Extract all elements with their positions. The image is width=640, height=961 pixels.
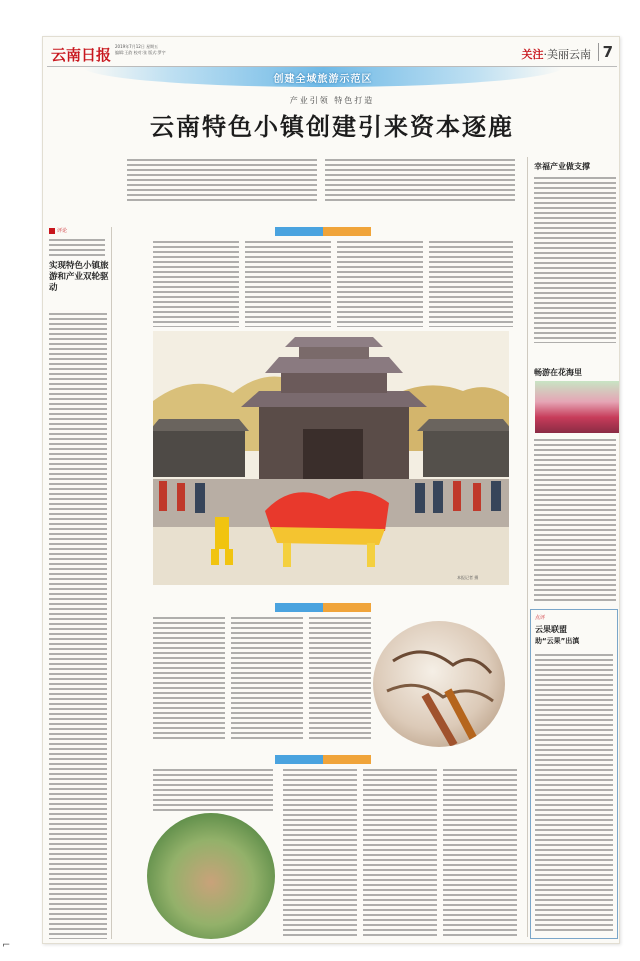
subhead-1 xyxy=(275,227,371,236)
section-label xyxy=(522,46,592,62)
masthead-date: 2019年7月12日 星期五 xyxy=(115,44,159,49)
subhead-1-left xyxy=(275,227,323,236)
subhead-3-right xyxy=(323,755,371,764)
corner-mark: ⌐ xyxy=(2,940,11,951)
body-col-8 xyxy=(153,769,273,811)
subhead-2-left xyxy=(275,603,323,612)
flower-sea-photo xyxy=(535,381,619,433)
left-intro xyxy=(49,239,105,257)
embroidery-photo xyxy=(373,621,505,747)
right-section2-text xyxy=(534,439,616,603)
body-col-6 xyxy=(231,617,303,741)
box-title-1: 云果联盟 xyxy=(535,625,567,634)
theme-banner xyxy=(83,67,563,87)
lead-paragraph-right xyxy=(325,159,515,201)
left-tag xyxy=(49,227,67,234)
article-kicker: 产业引领 特色打造 xyxy=(289,96,375,105)
newspaper-page xyxy=(42,36,620,944)
section-prefix: 关注 xyxy=(521,48,544,61)
masthead-info xyxy=(115,44,205,56)
column-rule xyxy=(111,227,112,939)
body-col-3 xyxy=(337,241,423,327)
article-headline: 云南特色小镇创建引来资本逐鹿 xyxy=(150,112,514,141)
village-aerial-photo xyxy=(147,813,275,939)
box-text xyxy=(535,654,613,934)
body-col-10 xyxy=(363,769,437,939)
embroidery-illustration xyxy=(373,621,505,747)
lead-paragraph-left xyxy=(127,159,317,201)
left-column-title: 实现特色小镇旅游和产业双轮驱动 xyxy=(49,261,109,293)
page-number: 7 xyxy=(598,43,613,61)
body-col-5 xyxy=(153,617,225,741)
body-col-2 xyxy=(245,241,331,327)
subhead-3-left xyxy=(275,755,323,764)
left-tag-icon xyxy=(49,228,55,234)
left-column-text xyxy=(49,313,107,939)
newspaper-logo: 云南日报 xyxy=(51,46,112,64)
column-rule xyxy=(527,157,528,937)
box-tag: 点评 xyxy=(535,615,546,621)
body-col-7 xyxy=(309,617,371,741)
subhead-2-right xyxy=(323,603,371,612)
body-col-1 xyxy=(153,241,239,327)
body-col-9 xyxy=(283,769,357,939)
section-name: ·美丽云南 xyxy=(543,48,591,61)
subhead-3 xyxy=(275,755,371,764)
right-section2-title: 畅游在花海里 xyxy=(534,368,582,377)
commentary-box xyxy=(530,609,618,939)
right-section1-text xyxy=(534,177,616,343)
ancient-town-illustration xyxy=(153,331,509,585)
ancient-town-photo xyxy=(153,331,509,585)
photo-credit: 本报记者 摄 xyxy=(457,575,479,580)
subhead-2 xyxy=(275,603,371,612)
subhead-1-right xyxy=(323,227,371,236)
left-tag-label: 评论 xyxy=(57,228,68,234)
masthead xyxy=(47,41,617,67)
right-section1-title: 幸福产业做支撑 xyxy=(534,162,590,171)
body-col-11 xyxy=(443,769,517,939)
body-col-4 xyxy=(429,241,513,327)
masthead-editors: 编辑:王韵 校对:张 版式:罗宇 xyxy=(115,50,166,55)
banner-text: 创建全域旅游示范区 xyxy=(273,74,373,85)
box-title-2: 助“云果”出滇 xyxy=(535,637,580,645)
